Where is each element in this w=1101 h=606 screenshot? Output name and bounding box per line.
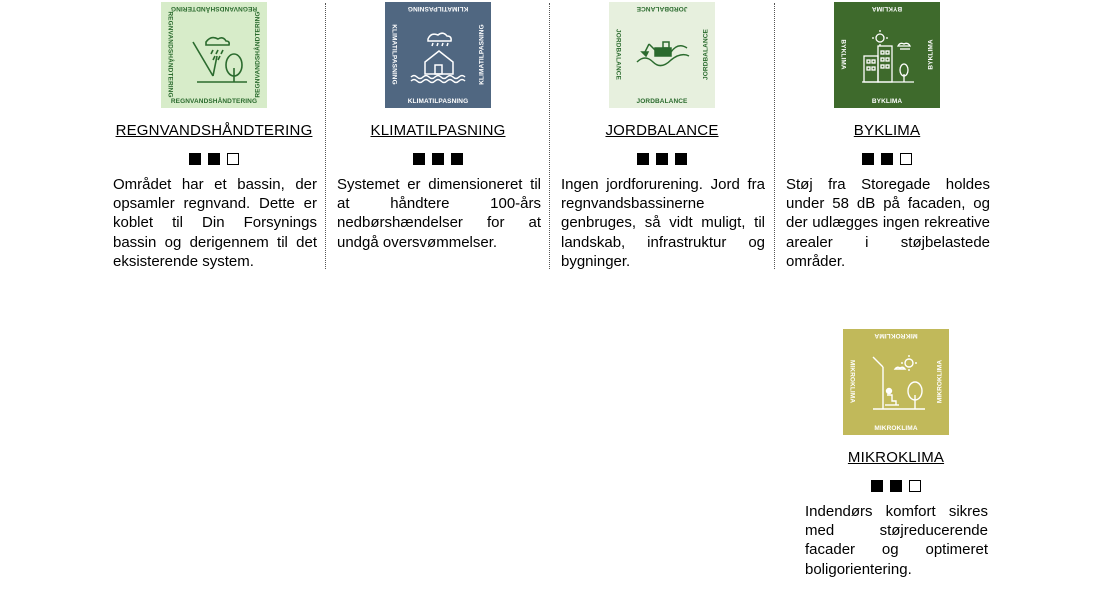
rating-square-empty (900, 153, 912, 165)
card-description: Støj fra Storegade holdes under 58 dB på facaden, og der udlægges ingen rekreative arealer i støjbelastede områder. (786, 176, 990, 270)
column-divider (549, 3, 550, 269)
card-title: REGNVANDSHÅNDTERING (115, 122, 313, 139)
mikroklima-tile (843, 329, 949, 435)
card-title: KLIMATILPASNING (370, 122, 506, 139)
tile-label: KLIMATILPASNING (478, 24, 486, 85)
rating (793, 480, 999, 492)
card-description: Indendørs komfort sikres med støjreducerende facader og optimeret boligorientering. (805, 503, 988, 578)
rating-square-filled (871, 480, 883, 492)
rating-square-filled (451, 153, 463, 165)
card-description: Ingen jordforurening. Jord fra regnvandsbassinerne genbruges, så vidt muligt, til landskab, infrastruktur og bygninger. (561, 176, 765, 270)
rating (111, 153, 317, 165)
tile-label: JORDBALANCE (702, 29, 710, 80)
rating-square-empty (227, 153, 239, 165)
tile-label: MIKROKLIMA (848, 359, 856, 404)
tile-label: BYKLIMA (871, 98, 903, 105)
rating-square-filled (637, 153, 649, 165)
rating-square-filled (189, 153, 201, 165)
card-description: Systemet er dimensioneret til at håndtere 100-års nedbørshændelser for at undgå oversvømmelser. (337, 176, 541, 251)
tile-label: JORDBALANCE (636, 5, 688, 12)
rating-square-filled (656, 153, 668, 165)
tile-label: JORDBALANCE (636, 98, 688, 105)
tile-label: JORDBALANCE (614, 29, 622, 80)
tile-label: REGNVANDSHÅNDTERING (166, 11, 174, 98)
cloud-house-waves-icon (385, 2, 491, 108)
regnvand-tile (161, 2, 267, 108)
rating-square-filled (881, 153, 893, 165)
tile-label: REGNVANDSHÅNDTERING (170, 5, 258, 12)
column-divider (325, 3, 326, 269)
byklima-tile (834, 2, 940, 108)
city-buildings-sun-icon (834, 2, 940, 108)
rating (784, 153, 990, 165)
column-divider (774, 3, 775, 269)
tile-label: BYKLIMA (927, 39, 935, 70)
tile-label: MIKROKLIMA (874, 425, 918, 432)
rain-roof-tree-icon (161, 2, 267, 108)
tile-label: KLIMATILPASNING (407, 5, 469, 12)
rating-square-filled (890, 480, 902, 492)
card-title: BYKLIMA (853, 122, 921, 139)
card-title: JORDBALANCE (605, 122, 719, 139)
tile-label: MIKROKLIMA (936, 359, 944, 404)
excavator-icon (609, 2, 715, 108)
card-title: MIKROKLIMA (847, 449, 945, 466)
rating-square-filled (862, 153, 874, 165)
tile-label: BYKLIMA (839, 39, 847, 70)
card-description: Området har et bassin, der opsamler regnvand. Dette er koblet til Din Forsynings bassin og derigennem til det eksisterende system. (113, 176, 317, 270)
person-bench-sun-tree-icon (843, 329, 949, 435)
tile-label: MIKROKLIMA (874, 332, 918, 339)
rating-square-filled (413, 153, 425, 165)
klimatilpasning-tile (385, 2, 491, 108)
rating-square-filled (208, 153, 220, 165)
rating-square-filled (432, 153, 444, 165)
rating (335, 153, 541, 165)
rating-square-empty (909, 480, 921, 492)
tile-label: BYKLIMA (871, 5, 903, 12)
jordbalance-tile (609, 2, 715, 108)
tile-label: REGNVANDSHÅNDTERING (170, 98, 258, 105)
rating (559, 153, 765, 165)
rating-square-filled (675, 153, 687, 165)
tile-label: KLIMATILPASNING (390, 24, 398, 85)
tile-label: REGNVANDSHÅNDTERING (254, 11, 262, 98)
tile-label: KLIMATILPASNING (407, 98, 469, 105)
